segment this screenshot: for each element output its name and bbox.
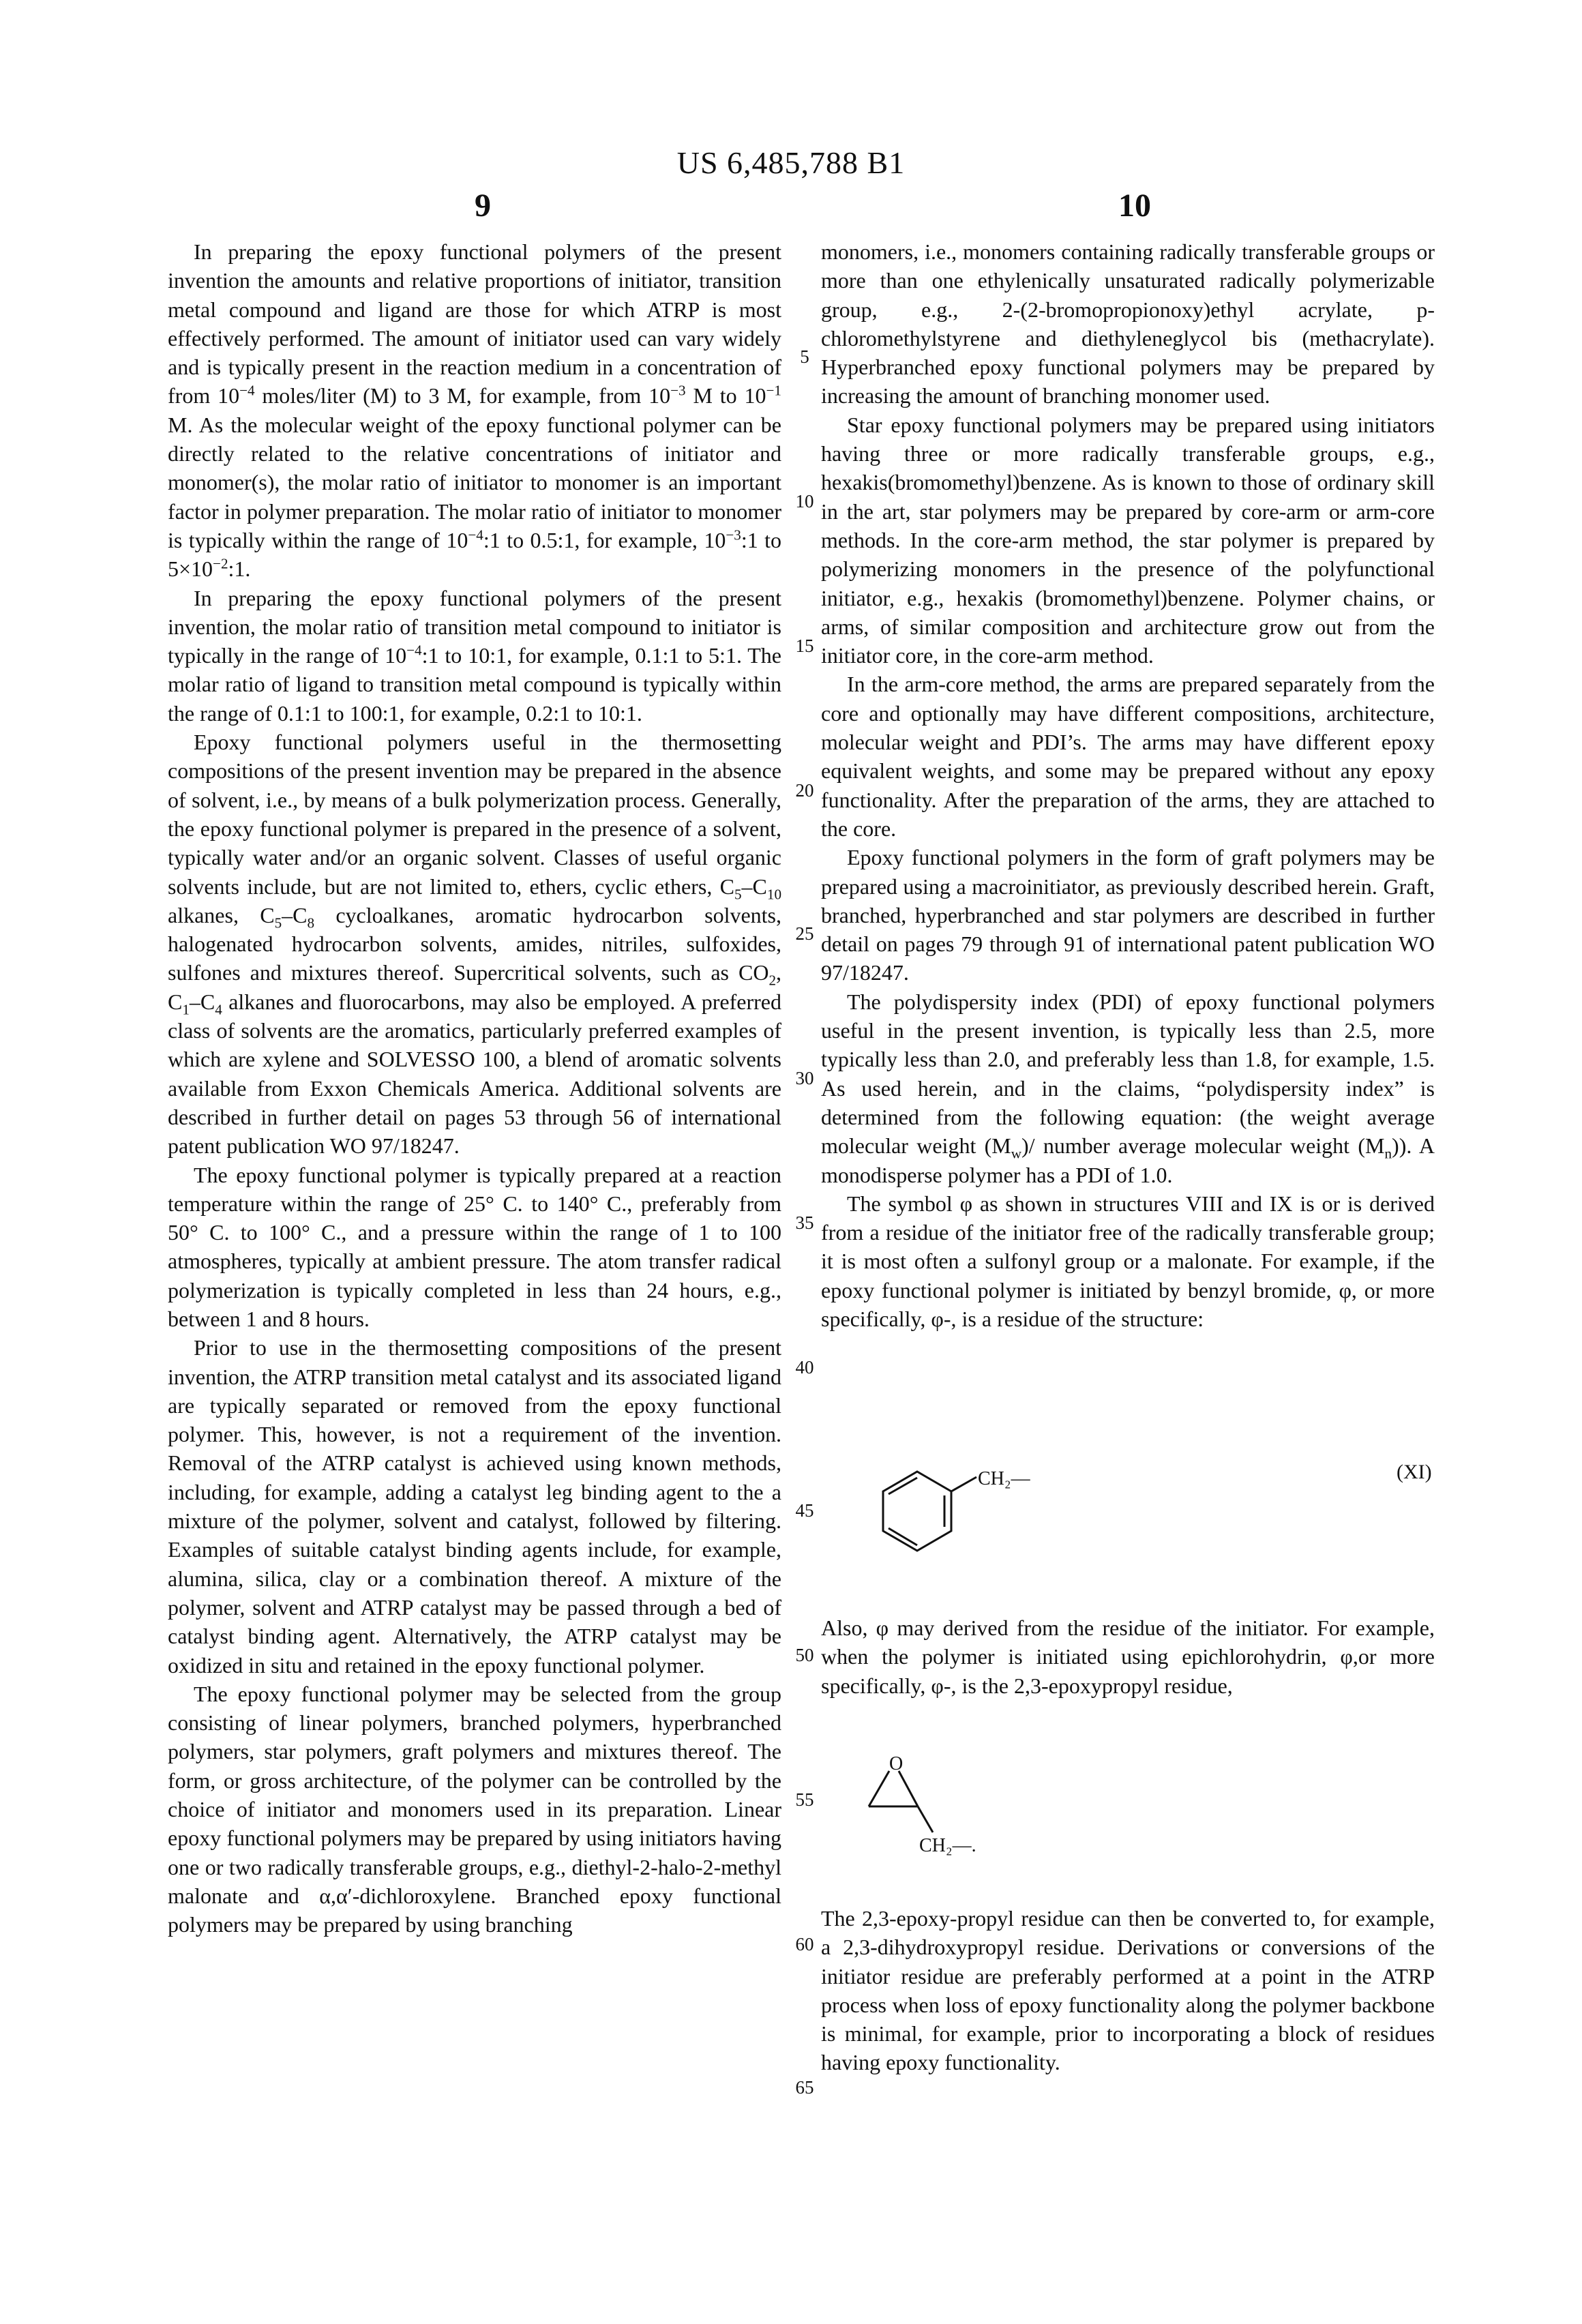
paragraph: The 2,3-epoxy-propyl residue can then be converted to, for example, a 2,3-dihydroxypropyl residue. Derivations or conversions of the initiator residue are preferably performed at a point in the ATRP process when loss of epoxy functionality along the polymer backbone is minimal, for example, prior to incorporating a block of residues having epoxy functionality. <box>821 1906 1435 2075</box>
paragraph: Star epoxy functional polymers may be prepared using initiators having three or more radically transferable groups, e.g., hexakis(bromomethyl)benzene. As is known to those of ordinary skill in the art, star polymers may be prepared by core-arm or arm-core methods. In the core-arm method, the star polymer is prepared by polymerizing monomers in the presence of the polyfunctional initiator, e.g., hexakis (bromomethyl)benzene. Polymer chains, or arms, of similar composition and architecture grow out from the initiator core, in the core-arm method. <box>821 412 1435 668</box>
line-number: 40 <box>795 1357 814 1377</box>
benzyl-substituent-label: CH₂— <box>978 1468 1030 1489</box>
line-number: 5 <box>800 346 809 367</box>
line-number: 65 <box>795 2077 814 2098</box>
svg-text:O: O <box>889 1753 904 1774</box>
line-number: 50 <box>795 1645 814 1665</box>
line-number: 10 <box>795 491 814 511</box>
paragraph: monomers, i.e., monomers containing radically transferable groups or more than one ethylenically unsaturated radically polymerizable group, e.g., 2-(2-bromopropionoxy)ethyl acrylate, p-chloromethylstyrene and diethyleneglycol bis (methacrylate). Hyperbranched epoxy functional polymers may be prepared by increasing the amount of branching monomer used. <box>821 239 1435 408</box>
right-page-number: 10 <box>1118 188 1151 224</box>
line-number: 35 <box>795 1212 814 1233</box>
paragraph: In the arm-core method, the arms are prepared separately from the core and optionally may have different compositions, architecture, molecular weight and PDI’s. The arms may have different epoxy equivalent weights, and some may be prepared without any epoxy functionality. After the preparation of the arms, they are attached to the core. <box>821 672 1435 841</box>
paragraph: The symbol φ as shown in structures VIII and IX is or is derived from a residue of the initiator free of the radically transferable group; it is most often a sulfonyl group or a malonate. For example, if the epoxy functional polymer is initiated by benzyl bromide, φ, or more specifically, φ-, is a residue of the structure: <box>821 1191 1435 1331</box>
paragraph: Epoxy functional polymers useful in the thermosetting compositions of the present invention may be prepared in the absence of solvent, i.e., by means of a bulk polymerization process. Generally, the epoxy functional polymer is prepared in the presence of a solvent, typically water and/or an organic solvent. Classes of useful organic solvents include, but are not limited to, ethers, cyclic ethers, $C_5-C_{10}$ alkanes, $C_5-C_8$ cycloalkanes, aromatic hydrocarbon solvents, halogenated hydrocarbon solvents, amides, nitriles, sulfoxides, sulfones and mixtures thereof. Supercritical solvents, such as $CO_2$, $C_1-C_4$ alkanes and fluorocarbons, may also be employed. A preferred class of solvents are the aromatics, particularly preferred examples of which are xylene and SOLVESSO 100, a blend of aromatic solvents available from Exxon Chemicals America. Additional solvents are described in further detail on pages 53 through 56 of international patent publication WO 97/18247. <box>168 730 782 1159</box>
line-number: 45 <box>795 1500 814 1521</box>
line-number: 15 <box>795 636 814 656</box>
left-page-number: 9 <box>475 188 491 224</box>
left-column <box>168 237 781 1939</box>
line-number: 25 <box>795 923 814 944</box>
right-column-middle <box>821 1613 1435 1700</box>
paragraph: The epoxy functional polymer is typically prepared at a reaction temperature within the range of 25° C. to 140° C., preferably from 50° C. to 100° C., and a pressure within the range of 1 to 100 atmospheres, typically at ambient pressure. The atom transfer radical polymerization is typically completed in less than 24 hours, e.g., between 1 and 8 hours. <box>168 1162 781 1331</box>
paragraph: Epoxy functional polymers in the form of graft polymers may be prepared using a macroinitiator, as previously described herein. Graft, branched, hyperbranched and star polymers are described in further detail on pages 79 through 91 of international patent publication WO 97/18247. <box>821 845 1435 985</box>
paragraph: The epoxy functional polymer may be selected from the group consisting of linear polymers, branched polymers, hyperbranched polymers, star polymers, graft polymers and mixtures thereof. The form, or gross architecture, of the polymer can be controlled by the choice of initiator and monomers used in its preparation. Linear epoxy functional polymers may be prepared by using initiators having one or two radically transferable groups, e.g., diethyl-2-halo-2-methyl malonate and α,α′-dichloroxylene. Branched epoxy functional polymers may be prepared by using branching <box>168 1681 781 1937</box>
benzyl-structure <box>859 1466 1077 1582</box>
line-number: 30 <box>795 1068 814 1088</box>
paragraph: In preparing the epoxy functional polymers of the present invention the amounts and relative proportions of initiator, transition metal compound and ligand are those for which ATRP is most effectively performed. The amount of initiator used can vary widely and is typically present in the reaction medium in a concentration of from $10^{-4}$ moles/liter (M) to 3 M, for example, from $10^{-3}$ M to $10^{-1}$ M. As the molecular weight of the epoxy functional polymer can be directly related to the relative concentrations of initiator and monomer(s), the molar ratio of initiator to monomer is an important factor in polymer preparation. The molar ratio of initiator to monomer is typically within the range of $10^{-4}:1$ to 0.5:1, for example, $10^{-3}:1$ to $5\times 10^{-2}:1$. <box>168 239 782 582</box>
paragraph: Prior to use in the thermosetting compositions of the present invention, the ATRP transition metal catalyst and its associated ligand are typically separated or removed from the epoxy functional polymer. This, however, is not a requirement of the invention. Removal of the ATRP catalyst is achieved using known methods, including, for example, adding a catalyst leg binding agent to the a mixture of the polymer, solvent and catalyst, followed by filtering. Examples of suitable catalyst binding agents include, for example, alumina, silica, clay or a combination thereof. A mixture of the polymer, solvent and ATRP catalyst may be passed through a bed of catalyst binding agent. Alternatively, the ATRP catalyst may be oxidized in situ and retained in the epoxy functional polymer. <box>168 1335 781 1678</box>
patent-number: US 6,485,788 B1 <box>676 145 906 180</box>
right-column-lower <box>821 1904 1435 2077</box>
epoxide-substituent-label: CH₂—. <box>919 1835 976 1856</box>
formula-label: (XI) <box>1397 1461 1432 1483</box>
line-number: 55 <box>795 1789 814 1810</box>
epoxide-structure <box>861 1749 1024 1865</box>
line-number: 60 <box>795 1934 814 1954</box>
right-column-upper <box>821 237 1435 1333</box>
line-number: 20 <box>795 780 814 801</box>
paragraph: Also, φ may derived from the residue of the initiator. For example, when the polymer is initiated using epichlorohydrin, φ,or more specifically, φ-, is the 2,3-epoxypropyl residue, <box>821 1615 1435 1698</box>
paragraph: In preparing the epoxy functional polymers of the present invention, the molar ratio of transition metal compound to initiator is typically in the range of $10^{-4}:1$ to 10:1, for example, 0.1:1 to 5:1. The molar ratio of ligand to transition metal compound is typically within the range of 0.1:1 to 100:1, for example, 0.2:1 to 10:1. <box>168 585 782 726</box>
paragraph: The polydispersity index (PDI) of epoxy functional polymers useful in the present invention, is typically less than 2.5, more typically less than 2.0, and preferably less than 1.8, for example, 1.5. As used herein, and in the claims, “polydispersity index” is determined from the following equation: (the weight average molecular weight $(M_w)/$ number average molecular weight $(M_n)$). A monodisperse polymer has a PDI of 1.0. <box>821 989 1435 1187</box>
